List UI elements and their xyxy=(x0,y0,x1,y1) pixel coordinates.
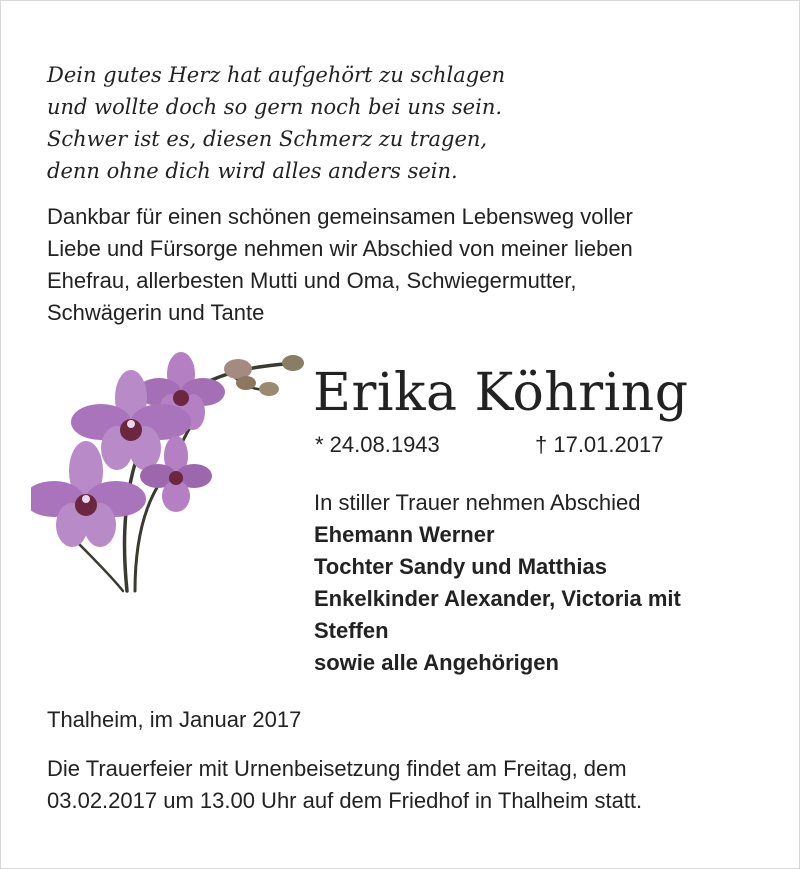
ceremony-line-1: Die Trauerfeier mit Urnenbeisetzung findet am Freitag, dem xyxy=(47,756,627,781)
mourners-block xyxy=(314,487,681,679)
poem-line-2: und wollte doch so gern noch bei uns sein. xyxy=(47,95,503,119)
orchid-image xyxy=(31,351,306,596)
mourner-line-1: Ehemann Werner xyxy=(314,522,495,547)
intro-line-1: Dankbar für einen schönen gemeinsamen Lebensweg voller xyxy=(47,204,633,229)
death-date: † 17.01.2017 xyxy=(535,432,664,457)
poem-line-1: Dein gutes Herz hat aufgehört zu schlagen xyxy=(47,63,506,87)
intro-line-2: Liebe und Fürsorge nehmen wir Abschied von meiner lieben xyxy=(47,236,633,261)
mourner-line-5: sowie alle Angehörigen xyxy=(314,650,559,675)
mourner-line-3: Enkelkinder Alexander, Victoria mit xyxy=(314,586,681,611)
poem-line-4: denn ohne dich wird alles anders sein. xyxy=(47,159,458,183)
deceased-name: Erika Köhring xyxy=(313,363,689,423)
life-dates xyxy=(315,429,664,461)
birth-date: * 24.08.1943 xyxy=(315,432,440,457)
ceremony-info xyxy=(47,753,642,817)
mourner-line-2: Tochter Sandy und Matthias xyxy=(314,554,607,579)
mourners-heading: In stiller Trauer nehmen Abschied xyxy=(314,490,641,515)
poem xyxy=(47,59,505,187)
orchid-buds xyxy=(224,355,304,396)
ceremony-line-2: 03.02.2017 um 13.00 Uhr auf dem Friedhof in Thalheim statt. xyxy=(47,788,643,813)
intro-line-4: Schwägerin und Tante xyxy=(47,300,265,325)
mourner-line-4: Steffen xyxy=(314,618,389,643)
place-date: Thalheim, im Januar 2017 xyxy=(47,707,302,732)
poem-line-3: Schwer ist es, diesen Schmerz zu tragen, xyxy=(47,127,488,151)
intro-text xyxy=(47,201,767,329)
intro-line-3: Ehefrau, allerbesten Mutti und Oma, Schwiegermutter, xyxy=(47,268,577,293)
